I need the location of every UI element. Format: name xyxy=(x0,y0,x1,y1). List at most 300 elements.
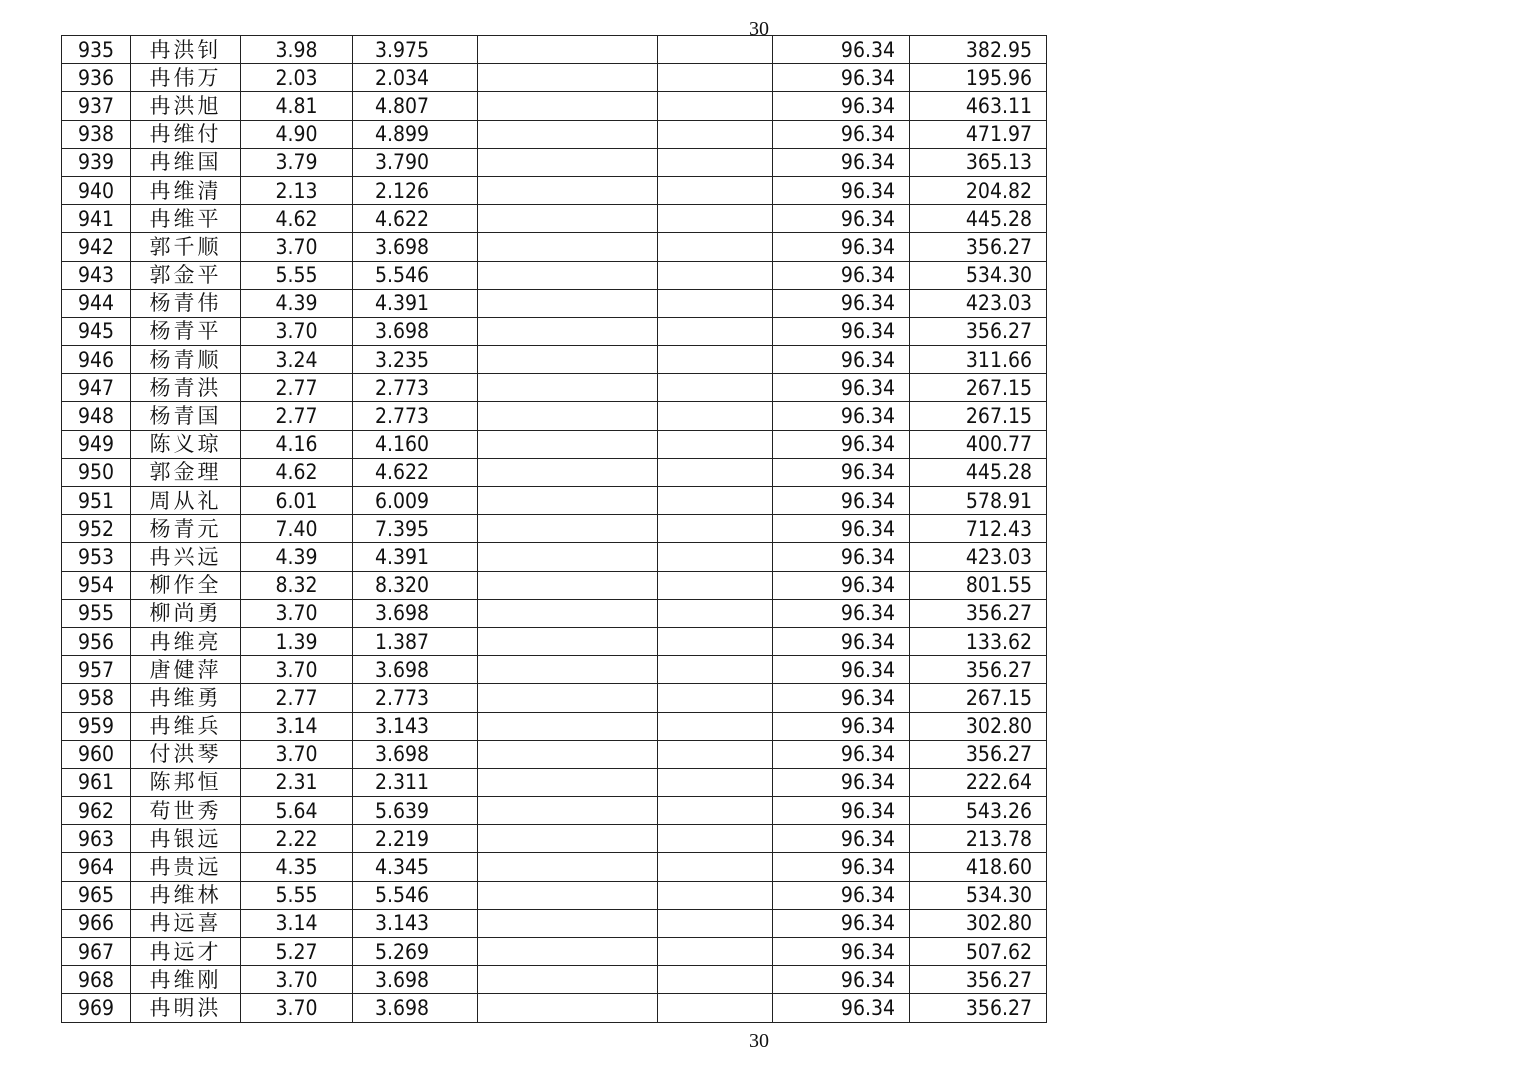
name-cell: 杨青顺 xyxy=(131,346,241,374)
rate-cell: 96.34 xyxy=(773,543,910,571)
row-number-cell: 956 xyxy=(62,627,131,655)
name-cell: 冉洪旭 xyxy=(131,92,241,120)
rate-cell: 96.34 xyxy=(773,346,910,374)
area-precise-cell: 6.009 xyxy=(353,487,478,515)
empty-cell xyxy=(478,543,658,571)
area-precise-cell: 3.698 xyxy=(353,317,478,345)
empty-cell xyxy=(478,402,658,430)
area-cell: 3.70 xyxy=(241,317,353,345)
row-number-cell: 965 xyxy=(62,881,131,909)
rate-cell: 96.34 xyxy=(773,148,910,176)
area-precise-cell: 2.126 xyxy=(353,176,478,204)
empty-cell xyxy=(478,430,658,458)
table-row xyxy=(62,966,1047,994)
name-cell: 陈邦恒 xyxy=(131,768,241,796)
area-precise-cell: 2.311 xyxy=(353,768,478,796)
empty-cell xyxy=(478,881,658,909)
area-precise-cell: 3.698 xyxy=(353,740,478,768)
rate-cell: 96.34 xyxy=(773,599,910,627)
area-cell: 5.55 xyxy=(241,261,353,289)
empty-cell xyxy=(478,317,658,345)
area-cell: 5.55 xyxy=(241,881,353,909)
amount-cell: 423.03 xyxy=(910,543,1047,571)
area-precise-cell: 3.143 xyxy=(353,909,478,937)
area-cell: 2.77 xyxy=(241,684,353,712)
rate-cell: 96.34 xyxy=(773,205,910,233)
table-row xyxy=(62,627,1047,655)
row-number-cell: 964 xyxy=(62,853,131,881)
name-cell: 郭金平 xyxy=(131,261,241,289)
name-cell: 杨青平 xyxy=(131,317,241,345)
area-cell: 5.64 xyxy=(241,797,353,825)
amount-cell: 534.30 xyxy=(910,261,1047,289)
table-body xyxy=(62,36,1047,1023)
name-cell: 杨青洪 xyxy=(131,374,241,402)
name-cell: 杨青国 xyxy=(131,402,241,430)
area-cell: 1.39 xyxy=(241,627,353,655)
empty-cell xyxy=(478,205,658,233)
amount-cell: 356.27 xyxy=(910,317,1047,345)
name-cell: 冉贵远 xyxy=(131,853,241,881)
empty-cell xyxy=(658,458,773,486)
row-number-cell: 944 xyxy=(62,289,131,317)
empty-cell xyxy=(658,64,773,92)
empty-cell xyxy=(478,966,658,994)
area-precise-cell: 5.546 xyxy=(353,261,478,289)
empty-cell xyxy=(478,458,658,486)
area-cell: 8.32 xyxy=(241,571,353,599)
table-row xyxy=(62,656,1047,684)
amount-cell: 267.15 xyxy=(910,402,1047,430)
table-row xyxy=(62,825,1047,853)
empty-cell xyxy=(478,712,658,740)
rate-cell: 96.34 xyxy=(773,92,910,120)
amount-cell: 400.77 xyxy=(910,430,1047,458)
rate-cell: 96.34 xyxy=(773,317,910,345)
area-cell: 4.90 xyxy=(241,120,353,148)
empty-cell xyxy=(478,487,658,515)
area-cell: 3.70 xyxy=(241,599,353,627)
area-precise-cell: 1.387 xyxy=(353,627,478,655)
empty-cell xyxy=(478,684,658,712)
table-row xyxy=(62,881,1047,909)
amount-cell: 418.60 xyxy=(910,853,1047,881)
amount-cell: 423.03 xyxy=(910,289,1047,317)
row-number-cell: 942 xyxy=(62,233,131,261)
area-precise-cell: 2.773 xyxy=(353,402,478,430)
area-cell: 3.98 xyxy=(241,36,353,64)
amount-cell: 445.28 xyxy=(910,205,1047,233)
name-cell: 冉维勇 xyxy=(131,684,241,712)
amount-cell: 311.66 xyxy=(910,346,1047,374)
empty-cell xyxy=(658,656,773,684)
empty-cell xyxy=(658,92,773,120)
empty-cell xyxy=(658,712,773,740)
rate-cell: 96.34 xyxy=(773,487,910,515)
rate-cell: 96.34 xyxy=(773,797,910,825)
rate-cell: 96.34 xyxy=(773,515,910,543)
compensation-table xyxy=(61,35,1047,1023)
area-precise-cell: 4.807 xyxy=(353,92,478,120)
empty-cell xyxy=(658,36,773,64)
name-cell: 冉明洪 xyxy=(131,994,241,1022)
name-cell: 冉伟万 xyxy=(131,64,241,92)
amount-cell: 445.28 xyxy=(910,458,1047,486)
row-number-cell: 951 xyxy=(62,487,131,515)
area-cell: 3.14 xyxy=(241,909,353,937)
area-precise-cell: 3.235 xyxy=(353,346,478,374)
area-cell: 2.22 xyxy=(241,825,353,853)
empty-cell xyxy=(478,656,658,684)
area-precise-cell: 3.698 xyxy=(353,656,478,684)
table-row xyxy=(62,120,1047,148)
empty-cell xyxy=(658,994,773,1022)
name-cell: 杨青元 xyxy=(131,515,241,543)
name-cell: 冉远喜 xyxy=(131,909,241,937)
row-number-cell: 952 xyxy=(62,515,131,543)
name-cell: 杨青伟 xyxy=(131,289,241,317)
table-row xyxy=(62,317,1047,345)
area-precise-cell: 2.773 xyxy=(353,374,478,402)
empty-cell xyxy=(658,571,773,599)
empty-cell xyxy=(478,120,658,148)
name-cell: 周从礼 xyxy=(131,487,241,515)
table-row xyxy=(62,430,1047,458)
area-cell: 4.62 xyxy=(241,205,353,233)
table-row xyxy=(62,289,1047,317)
area-cell: 5.27 xyxy=(241,938,353,966)
area-precise-cell: 8.320 xyxy=(353,571,478,599)
row-number-cell: 939 xyxy=(62,148,131,176)
empty-cell xyxy=(658,853,773,881)
page-number-bottom: 30 xyxy=(749,1030,769,1052)
amount-cell: 382.95 xyxy=(910,36,1047,64)
area-cell: 6.01 xyxy=(241,487,353,515)
name-cell: 冉维清 xyxy=(131,176,241,204)
name-cell: 冉维亮 xyxy=(131,627,241,655)
table-row xyxy=(62,515,1047,543)
empty-cell xyxy=(478,515,658,543)
row-number-cell: 963 xyxy=(62,825,131,853)
rate-cell: 96.34 xyxy=(773,64,910,92)
area-precise-cell: 2.773 xyxy=(353,684,478,712)
area-precise-cell: 3.698 xyxy=(353,233,478,261)
area-cell: 4.62 xyxy=(241,458,353,486)
area-cell: 3.24 xyxy=(241,346,353,374)
rate-cell: 96.34 xyxy=(773,712,910,740)
area-cell: 4.16 xyxy=(241,430,353,458)
name-cell: 冉洪钊 xyxy=(131,36,241,64)
amount-cell: 356.27 xyxy=(910,740,1047,768)
amount-cell: 356.27 xyxy=(910,233,1047,261)
row-number-cell: 949 xyxy=(62,430,131,458)
area-precise-cell: 4.160 xyxy=(353,430,478,458)
table-row xyxy=(62,148,1047,176)
area-precise-cell: 3.790 xyxy=(353,148,478,176)
empty-cell xyxy=(478,797,658,825)
empty-cell xyxy=(478,233,658,261)
empty-cell xyxy=(478,289,658,317)
empty-cell xyxy=(478,176,658,204)
empty-cell xyxy=(478,261,658,289)
rate-cell: 96.34 xyxy=(773,36,910,64)
rate-cell: 96.34 xyxy=(773,571,910,599)
row-number-cell: 955 xyxy=(62,599,131,627)
row-number-cell: 962 xyxy=(62,797,131,825)
empty-cell xyxy=(658,205,773,233)
name-cell: 柳作全 xyxy=(131,571,241,599)
area-precise-cell: 3.975 xyxy=(353,36,478,64)
name-cell: 唐健萍 xyxy=(131,656,241,684)
table-row xyxy=(62,64,1047,92)
name-cell: 付洪琴 xyxy=(131,740,241,768)
empty-cell xyxy=(658,430,773,458)
name-cell: 冉维付 xyxy=(131,120,241,148)
empty-cell xyxy=(658,966,773,994)
table-row xyxy=(62,768,1047,796)
amount-cell: 267.15 xyxy=(910,684,1047,712)
name-cell: 冉维平 xyxy=(131,205,241,233)
table-row xyxy=(62,402,1047,430)
area-precise-cell: 2.034 xyxy=(353,64,478,92)
area-cell: 2.03 xyxy=(241,64,353,92)
empty-cell xyxy=(478,938,658,966)
rate-cell: 96.34 xyxy=(773,627,910,655)
table-row xyxy=(62,543,1047,571)
row-number-cell: 940 xyxy=(62,176,131,204)
area-precise-cell: 5.269 xyxy=(353,938,478,966)
empty-cell xyxy=(658,402,773,430)
rate-cell: 96.34 xyxy=(773,909,910,937)
area-cell: 7.40 xyxy=(241,515,353,543)
name-cell: 冉维刚 xyxy=(131,966,241,994)
empty-cell xyxy=(658,176,773,204)
table-row xyxy=(62,458,1047,486)
area-cell: 4.39 xyxy=(241,543,353,571)
rate-cell: 96.34 xyxy=(773,402,910,430)
amount-cell: 471.97 xyxy=(910,120,1047,148)
name-cell: 陈义琼 xyxy=(131,430,241,458)
name-cell: 郭千顺 xyxy=(131,233,241,261)
area-cell: 3.70 xyxy=(241,740,353,768)
rate-cell: 96.34 xyxy=(773,938,910,966)
name-cell: 冉远才 xyxy=(131,938,241,966)
amount-cell: 133.62 xyxy=(910,627,1047,655)
table-row xyxy=(62,740,1047,768)
empty-cell xyxy=(658,374,773,402)
name-cell: 冉兴远 xyxy=(131,543,241,571)
amount-cell: 213.78 xyxy=(910,825,1047,853)
area-precise-cell: 4.345 xyxy=(353,853,478,881)
table-row xyxy=(62,909,1047,937)
empty-cell xyxy=(658,881,773,909)
empty-cell xyxy=(478,740,658,768)
empty-cell xyxy=(658,909,773,937)
amount-cell: 356.27 xyxy=(910,599,1047,627)
empty-cell xyxy=(658,317,773,345)
empty-cell xyxy=(658,515,773,543)
area-cell: 2.77 xyxy=(241,402,353,430)
empty-cell xyxy=(658,233,773,261)
area-precise-cell: 4.622 xyxy=(353,205,478,233)
area-precise-cell: 4.899 xyxy=(353,120,478,148)
rate-cell: 96.34 xyxy=(773,458,910,486)
rate-cell: 96.34 xyxy=(773,656,910,684)
rate-cell: 96.34 xyxy=(773,374,910,402)
area-precise-cell: 3.698 xyxy=(353,994,478,1022)
empty-cell xyxy=(478,853,658,881)
empty-cell xyxy=(478,909,658,937)
amount-cell: 534.30 xyxy=(910,881,1047,909)
amount-cell: 302.80 xyxy=(910,712,1047,740)
rate-cell: 96.34 xyxy=(773,120,910,148)
table-row xyxy=(62,374,1047,402)
table-row xyxy=(62,346,1047,374)
empty-cell xyxy=(658,768,773,796)
table-row xyxy=(62,994,1047,1022)
row-number-cell: 936 xyxy=(62,64,131,92)
empty-cell xyxy=(478,599,658,627)
rate-cell: 96.34 xyxy=(773,994,910,1022)
empty-cell xyxy=(478,627,658,655)
area-precise-cell: 5.639 xyxy=(353,797,478,825)
row-number-cell: 950 xyxy=(62,458,131,486)
row-number-cell: 960 xyxy=(62,740,131,768)
amount-cell: 222.64 xyxy=(910,768,1047,796)
row-number-cell: 966 xyxy=(62,909,131,937)
rate-cell: 96.34 xyxy=(773,261,910,289)
table-row xyxy=(62,684,1047,712)
name-cell: 冉维林 xyxy=(131,881,241,909)
empty-cell xyxy=(658,938,773,966)
row-number-cell: 953 xyxy=(62,543,131,571)
rate-cell: 96.34 xyxy=(773,740,910,768)
row-number-cell: 938 xyxy=(62,120,131,148)
empty-cell xyxy=(478,36,658,64)
area-cell: 3.79 xyxy=(241,148,353,176)
area-cell: 3.70 xyxy=(241,656,353,684)
empty-cell xyxy=(658,487,773,515)
row-number-cell: 941 xyxy=(62,205,131,233)
rate-cell: 96.34 xyxy=(773,881,910,909)
rate-cell: 96.34 xyxy=(773,825,910,853)
empty-cell xyxy=(658,740,773,768)
area-precise-cell: 4.391 xyxy=(353,289,478,317)
amount-cell: 195.96 xyxy=(910,64,1047,92)
amount-cell: 356.27 xyxy=(910,656,1047,684)
area-cell: 2.77 xyxy=(241,374,353,402)
area-cell: 4.39 xyxy=(241,289,353,317)
empty-cell xyxy=(478,346,658,374)
name-cell: 郭金理 xyxy=(131,458,241,486)
row-number-cell: 967 xyxy=(62,938,131,966)
row-number-cell: 937 xyxy=(62,92,131,120)
name-cell: 苟世秀 xyxy=(131,797,241,825)
row-number-cell: 969 xyxy=(62,994,131,1022)
amount-cell: 302.80 xyxy=(910,909,1047,937)
area-cell: 4.81 xyxy=(241,92,353,120)
row-number-cell: 946 xyxy=(62,346,131,374)
area-precise-cell: 4.622 xyxy=(353,458,478,486)
table-row xyxy=(62,261,1047,289)
table-row xyxy=(62,853,1047,881)
area-cell: 3.70 xyxy=(241,966,353,994)
rate-cell: 96.34 xyxy=(773,768,910,796)
row-number-cell: 947 xyxy=(62,374,131,402)
area-precise-cell: 5.546 xyxy=(353,881,478,909)
amount-cell: 578.91 xyxy=(910,487,1047,515)
amount-cell: 463.11 xyxy=(910,92,1047,120)
row-number-cell: 945 xyxy=(62,317,131,345)
empty-cell xyxy=(478,64,658,92)
empty-cell xyxy=(658,543,773,571)
empty-cell xyxy=(478,148,658,176)
empty-cell xyxy=(658,599,773,627)
empty-cell xyxy=(658,148,773,176)
amount-cell: 507.62 xyxy=(910,938,1047,966)
table-row xyxy=(62,938,1047,966)
amount-cell: 267.15 xyxy=(910,374,1047,402)
page-number-top: 30 xyxy=(749,18,769,40)
empty-cell xyxy=(478,374,658,402)
table-row xyxy=(62,205,1047,233)
rate-cell: 96.34 xyxy=(773,853,910,881)
area-cell: 2.31 xyxy=(241,768,353,796)
rate-cell: 96.34 xyxy=(773,233,910,261)
area-precise-cell: 3.698 xyxy=(353,966,478,994)
table-row xyxy=(62,233,1047,261)
empty-cell xyxy=(478,768,658,796)
amount-cell: 356.27 xyxy=(910,966,1047,994)
table-row xyxy=(62,487,1047,515)
row-number-cell: 954 xyxy=(62,571,131,599)
name-cell: 冉银远 xyxy=(131,825,241,853)
empty-cell xyxy=(478,825,658,853)
area-precise-cell: 7.395 xyxy=(353,515,478,543)
name-cell: 冉维国 xyxy=(131,148,241,176)
table-row xyxy=(62,92,1047,120)
row-number-cell: 943 xyxy=(62,261,131,289)
rate-cell: 96.34 xyxy=(773,966,910,994)
area-precise-cell: 3.143 xyxy=(353,712,478,740)
area-cell: 2.13 xyxy=(241,176,353,204)
amount-cell: 543.26 xyxy=(910,797,1047,825)
row-number-cell: 948 xyxy=(62,402,131,430)
empty-cell xyxy=(478,994,658,1022)
empty-cell xyxy=(658,289,773,317)
amount-cell: 365.13 xyxy=(910,148,1047,176)
table-row xyxy=(62,176,1047,204)
name-cell: 冉维兵 xyxy=(131,712,241,740)
empty-cell xyxy=(658,346,773,374)
rate-cell: 96.34 xyxy=(773,176,910,204)
table-row xyxy=(62,599,1047,627)
table-row xyxy=(62,712,1047,740)
area-precise-cell: 3.698 xyxy=(353,599,478,627)
empty-cell xyxy=(658,261,773,289)
row-number-cell: 935 xyxy=(62,36,131,64)
name-cell: 柳尚勇 xyxy=(131,599,241,627)
area-cell: 3.70 xyxy=(241,233,353,261)
table-row xyxy=(62,36,1047,64)
area-cell: 4.35 xyxy=(241,853,353,881)
table-row xyxy=(62,571,1047,599)
row-number-cell: 958 xyxy=(62,684,131,712)
empty-cell xyxy=(658,825,773,853)
area-precise-cell: 2.219 xyxy=(353,825,478,853)
empty-cell xyxy=(658,627,773,655)
empty-cell xyxy=(658,684,773,712)
